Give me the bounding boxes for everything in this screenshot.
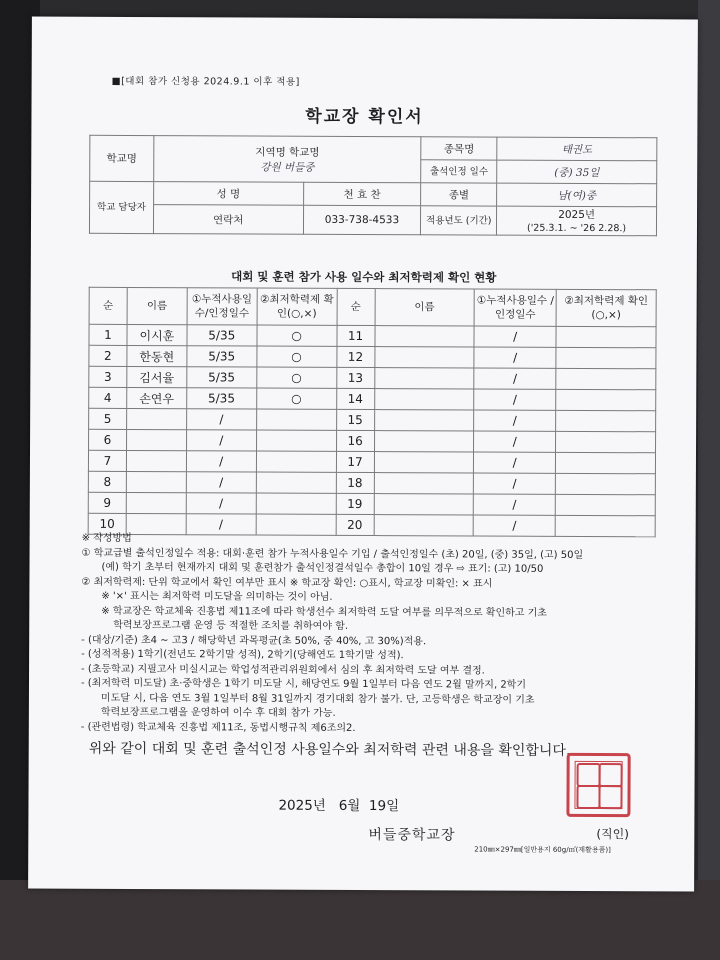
manager-label: 학교 담당자: [89, 181, 153, 233]
check-cell: ○: [256, 367, 336, 388]
check-cell: [256, 409, 336, 430]
instruction-line: 미도달 시, 다음 연도 3월 1일부터 8월 31일까지 경기대회 참가 불가. 단, 고등학생은 학교장이 기초: [100, 692, 535, 706]
background-right: [698, 0, 720, 900]
background-bottom: [0, 880, 720, 960]
instruction-line: (예) 학기 초부터 현재까지 대회 및 훈련참가 출석인정결석일수 총합이 10일 경우 ⇨ 표기: (고) 10/50: [101, 561, 544, 575]
instruction-line: ② 최저학력제: 단위 학교에서 확인 여부만 표시 ※ 학교장 확인: ○표시, 학교장 미확인: × 표시: [81, 576, 493, 590]
instruction-line: ※ 학교장은 학교체육 진흥법 제11조에 따라 학생선수 최저학력 도달 여부를 의무적으로 확인하고 기초: [101, 605, 547, 619]
row-no: 2: [89, 345, 127, 366]
check-cell: [256, 472, 336, 493]
days-cell: /: [186, 514, 256, 535]
student-name: 김서율: [127, 366, 187, 387]
instruction-line: 학력보장프로그램을 운영하여 이수 후 대회 참가 가능.: [100, 706, 336, 719]
header-no: 순: [89, 287, 127, 324]
check-cell: [556, 326, 656, 347]
row-no: 8: [88, 471, 126, 492]
instruction-line: 학력보장프로그램 운영 등 적절한 조치를 취하여야 함.: [113, 619, 349, 632]
check-cell: [556, 368, 656, 389]
days-cell: /: [186, 409, 256, 430]
school-label: 학교명: [90, 135, 154, 181]
student-name: [374, 347, 474, 368]
row-no: 12: [336, 346, 374, 367]
official-seal: [566, 753, 630, 817]
roster-table: [88, 287, 657, 537]
row-no: 9: [88, 492, 126, 513]
student-name: [126, 471, 186, 492]
section-title: 대회 및 훈련 참가 사용 일수와 최저학력제 확인 현황: [231, 269, 497, 285]
principal-name: 버들중학교장: [368, 827, 456, 844]
roster-body: [88, 324, 656, 536]
school-info-table: [89, 135, 657, 236]
row-no: 19: [336, 493, 374, 514]
row-no: 17: [336, 451, 374, 472]
days-cell: /: [474, 494, 556, 515]
roster-row: [89, 366, 656, 389]
days-cell: /: [474, 347, 556, 368]
instruction-line: ※ 작성방법: [81, 532, 132, 544]
gender-label: 종별: [421, 183, 497, 206]
header-note: ■[대회 참가 신청용 2024.9.1 이후 적용]: [111, 75, 300, 88]
days-cell: 5/35: [187, 346, 257, 367]
instruction-line: - (관련법령) 학교체육 진흥법 제11조, 동법시행규칙 제6조의2.: [80, 721, 356, 734]
check-cell: [556, 431, 656, 452]
days-cell: /: [474, 431, 556, 452]
row-no: 7: [88, 450, 126, 471]
header-min-right: ②최저학력제 확인(○,×): [556, 289, 656, 326]
row-no: 15: [336, 409, 374, 430]
school-value: 강원 버들중: [260, 161, 315, 174]
row-no: 6: [89, 429, 127, 450]
row-no: 3: [89, 366, 127, 387]
check-cell: [556, 452, 656, 473]
seal-glyph: [599, 763, 623, 787]
contact-label: 연락처: [153, 205, 303, 235]
instruction-line: - (초등학교) 지필고사 미실시교는 학업성적관리위원회에서 심의 후 최저학력 도달 여부 결정.: [81, 663, 485, 677]
student-name: [127, 408, 187, 429]
name-label: 성 명: [153, 182, 303, 206]
student-name: [374, 452, 474, 473]
instruction-line: ① 학교급별 출석인정일수 적용: 대회·훈련 참가 누적사용일수 기입 / 출석인정일수 (초) 20일, (중) 35일, (고) 50일: [81, 547, 584, 561]
days-cell: /: [474, 389, 556, 410]
row-no: 1: [89, 324, 127, 345]
roster-row: [89, 429, 656, 452]
year-range: ('25.3.1. ~ '26 2.28.): [526, 222, 627, 235]
roster-row: [89, 324, 656, 347]
student-name: [126, 492, 186, 513]
days-cell: 5/35: [187, 388, 257, 409]
attendance-label: 출석인정 일수: [421, 160, 497, 183]
header-days: ①누적사용일 수/인정일수: [187, 288, 257, 325]
check-cell: [256, 451, 336, 472]
document-paper: [28, 17, 698, 892]
instruction-line: - (대상/기준) 초4 ~ 고3 / 해당학년 과목평균(초 50%, 중 40%, 고 30%)적용.: [81, 634, 427, 647]
check-cell: [556, 389, 656, 410]
year-value: 2025년: [558, 208, 596, 222]
year-label: 적용년도 (기간): [421, 206, 497, 235]
gender-value: 남(여)중: [497, 183, 657, 207]
check-cell: [256, 430, 336, 451]
row-no: 20: [336, 514, 374, 535]
student-name: [374, 431, 474, 452]
header-name-right: 이름: [375, 289, 475, 326]
school-sub: 지역명 학교명: [255, 146, 320, 159]
instruction-line: ※ '×' 표시는 최저학력 미도달을 의미하는 것이 아님.: [101, 590, 333, 603]
header-name: 이름: [127, 287, 187, 324]
student-name: [374, 368, 474, 389]
row-no: 5: [89, 408, 127, 429]
row-no: 16: [336, 430, 374, 451]
row-no: 13: [336, 367, 374, 388]
days-cell: /: [474, 452, 556, 473]
instructions: [81, 532, 682, 738]
name-value: 천 효 찬: [303, 182, 421, 206]
days-cell: /: [186, 430, 256, 451]
roster-row: [89, 408, 656, 431]
check-cell: ○: [257, 325, 337, 346]
event-label: 종목명: [421, 137, 497, 160]
days-cell: 5/35: [187, 325, 257, 346]
row-no: 18: [336, 472, 374, 493]
year-cell: [497, 206, 657, 236]
check-cell: [556, 410, 656, 431]
student-name: [126, 429, 186, 450]
seal-glyph: [598, 785, 622, 809]
check-cell: ○: [256, 388, 336, 409]
days-cell: /: [474, 410, 556, 431]
attendance-value: (중) 35일: [497, 160, 657, 184]
student-name: [374, 389, 474, 410]
check-cell: [555, 473, 655, 494]
student-name: [126, 450, 186, 471]
roster-header-row: [89, 287, 656, 326]
header-days-right: ①누적사용일수 /인정일수: [474, 289, 556, 326]
student-name: [374, 410, 474, 431]
roster-row: [88, 492, 655, 515]
school-cell: [154, 136, 422, 183]
student-name: 손연우: [127, 387, 187, 408]
header-min: ②최저학력제 확인(○,×): [257, 288, 337, 325]
days-cell: /: [186, 493, 256, 514]
roster-row: [89, 345, 656, 368]
header-no-right: 순: [337, 288, 375, 325]
event-value: 태권도: [497, 137, 657, 161]
row-no: 11: [337, 325, 375, 346]
student-name: [374, 326, 474, 347]
date-line: 2025년 6월 19일: [278, 797, 400, 815]
days-cell: /: [186, 451, 256, 472]
check-cell: [556, 347, 656, 368]
paper-spec: 210㎜×297㎜[일반용지 60g/㎡(재활용품)]: [474, 845, 611, 855]
check-cell: ○: [257, 346, 337, 367]
contact-value: 033-738-4533: [303, 205, 421, 235]
days-cell: /: [474, 473, 556, 494]
roster-row: [88, 450, 655, 473]
check-cell: [555, 494, 655, 515]
seal-glyph: [577, 763, 601, 787]
row-no: 10: [88, 513, 126, 534]
row-no: 4: [89, 387, 127, 408]
days-cell: 5/35: [187, 367, 257, 388]
instruction-line: - (성적적용) 1학기(전년도 2학기말 성적), 2학기(당해연도 1학기말 성적).: [81, 648, 404, 662]
roster-row: [88, 471, 655, 494]
seal-glyph: [576, 785, 600, 809]
check-cell: [256, 493, 336, 514]
student-name: 이시훈: [127, 324, 187, 345]
roster-row: [89, 387, 656, 410]
instruction-line: - (최저학력 미도달) 초·중학생은 1학기 미도달 시, 해당연도 9월 1일부터 다음 연도 2월 말까지, 2학기: [80, 677, 527, 691]
student-name: [374, 473, 474, 494]
days-cell: /: [474, 368, 556, 389]
seal-label: (직인): [596, 827, 629, 842]
row-no: 14: [336, 388, 374, 409]
confirm-text: 위와 같이 대회 및 훈련 출석인정 사용일수와 최저학력 관련 내용을 확인합니다.: [88, 740, 571, 759]
days-cell: /: [474, 326, 556, 347]
document-title: 학교장 확인서: [305, 106, 424, 128]
student-name: 한동현: [127, 345, 187, 366]
days-cell: /: [186, 472, 256, 493]
days-cell: /: [473, 515, 555, 536]
student-name: [374, 494, 474, 515]
